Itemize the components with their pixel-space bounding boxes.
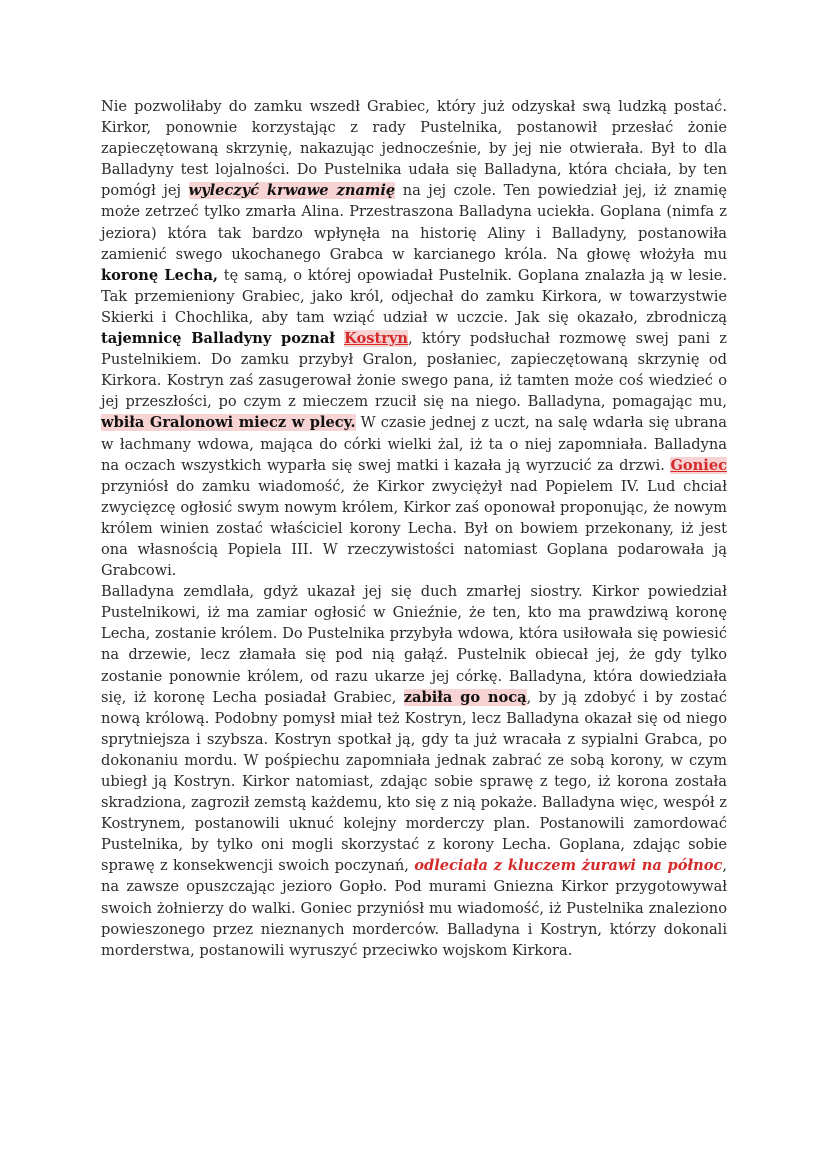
- p1-bold-tajemnica: tajemnicę Balladyny poznał: [101, 330, 335, 348]
- p1-text-1: Nie pozwoliłaby do zamku wszedł Grabiec, który już odzyskał swą ludzką postać. Kirkor, ponownie korzystając z rady Pustelnika, postanowił przesłać żonie zapieczętowaną skrzynię, nakazując jednocześnie, by jej nie otwierała. Był to dla Balladyny test lojalności. Do Pustelnika udała się Balladyna, która chciała, by ten pomógł jej: [101, 98, 727, 200]
- p1-highlight-wbila: wbiła Gralonowi miecz w plecy.: [101, 414, 356, 432]
- p1-red-goniec: Goniec: [670, 456, 727, 474]
- paragraph-1: [101, 96, 727, 581]
- p2-red-odleciala: odleciała z kluczem żurawi na północ: [414, 857, 723, 875]
- p1-text-3: tę samą, o której opowiadał Pustelnik. Goplana znalazła ją w lesie. Tak przemieniony Grabiec, jako król, odjechał do zamku Kirkora, w towarzystwie Skierki i Chochlika, aby tam wziąć udział w uczcie. Jak się okazało, zbrodniczą: [101, 266, 727, 326]
- p2-highlight-zabila: zabiła go nocą: [403, 688, 527, 706]
- p2-text-3: , na zawsze opuszczając jezioro Gopło. Pod murami Gniezna Kirkor przygotowywał swoich żołnierzy do walki. Goniec przyniósł mu wiadomość, iż Pustelnika znaleziono powieszonego przez nieznanych morderców. Balladyna i Kostryn, którzy dokonali morderstwa, postanowili wyruszyć przeciwko wojskom Kirkora.: [101, 857, 727, 959]
- p1-bold-korona-lecha: koronę Lecha,: [101, 266, 218, 284]
- paragraph-2: [101, 581, 727, 961]
- p1-red-kostryn: Kostryn: [344, 330, 408, 348]
- document-body: [101, 96, 727, 961]
- p2-text-1: Balladyna zemdlała, gdyż ukazał jej się duch zmarłej siostry. Kirkor powiedział Pustelnikowi, iż ma zamiar ogłosić w Gnieźnie, że ten, kto ma prawdziwą koronę Lecha, zostanie królem. Do Pustelnika przybyła wdowa, która usiłowała się powiesić na drzewie, lecz złamała się pod nią gałąź. Pustelnik obiecał jej, że gdy tylko zostanie ponownie królem, od razu ukarze jej córkę. Balladyna, która dowiedziała się, iż koronę Lecha posiadał Grabiec,: [101, 583, 727, 706]
- p1-text-4: , który podsłuchał rozmowę swej pani z Pustelnikiem. Do zamku przybył Gralon, posłaniec, zapieczętowaną skrzynię od Kirkora. Kostryn zaś zasugerował żonie swego pana, iż tamten może coś wiedzieć o jej przeszłości, po czym z mieczem rzucił się na niego. Balladyna, pomagając mu,: [101, 330, 727, 411]
- p1-text-6: przyniósł do zamku wiadomość, że Kirkor zwyciężył nad Popielem IV. Lud chciał zwycięzcę ogłosić swym nowym królem, Kirkor zaś oponował proponując, że nowym królem winien zostać właściciel korony Lecha. Był on bowiem przekonany, iż jest ona własnością Popiela III. W rzeczywistości natomiast Goplana podarowała ją Grabcowi.: [101, 477, 727, 580]
- p1-highlight-wyleczyc: wyleczyć krwawe znamię: [188, 182, 396, 200]
- p1-text-2: na jej czole. Ten powiedział jej, iż znamię może zetrzeć tylko zmarła Alina. Przestraszona Balladyna uciekła. Goplana (nimfa z jeziora) która tak bardzo wpłynęła na historię Aliny i Balladyny, postanowiła zamienić swego ukochanego Grabca w karcianego króla. Na głowę włożyła mu: [101, 182, 727, 263]
- p2-text-2: , by ją zdobyć i by zostać nową królową. Podobny pomysł miał też Kostryn, lecz Balladyna okazał się od niego sprytniejsza i szybsza. Kostryn spotkał ją, gdy ta już wracała z sypialni Grabca, po dokonaniu mordu. W pośpiechu zapomniała jednak zabrać ze sobą korony, w czym ubiegł ją Kostryn. Kirkor natomiast, zdając sobie sprawę z tego, iż korona została skradziona, zagroził zemstą każdemu, kto się z nią pokaże. Balladyna więc, wespół z Kostrynem, postanowili uknuć kolejny morderczy plan. Postanowili zamordować Pustelnika, by tylko oni mogli skorzystać z korony Lecha. Goplana, zdając sobie sprawę z konsekwencji swoich poczynań,: [101, 688, 727, 875]
- p1-text-5: W czasie jednej z uczt, na salę wdarła się ubrana w łachmany wdowa, mająca do córki wielki żal, iż ta o niej zapomniała. Balladyna na oczach wszystkich wyparła się swej matki i kazała ją wyrzucić za drzwi.: [101, 414, 727, 474]
